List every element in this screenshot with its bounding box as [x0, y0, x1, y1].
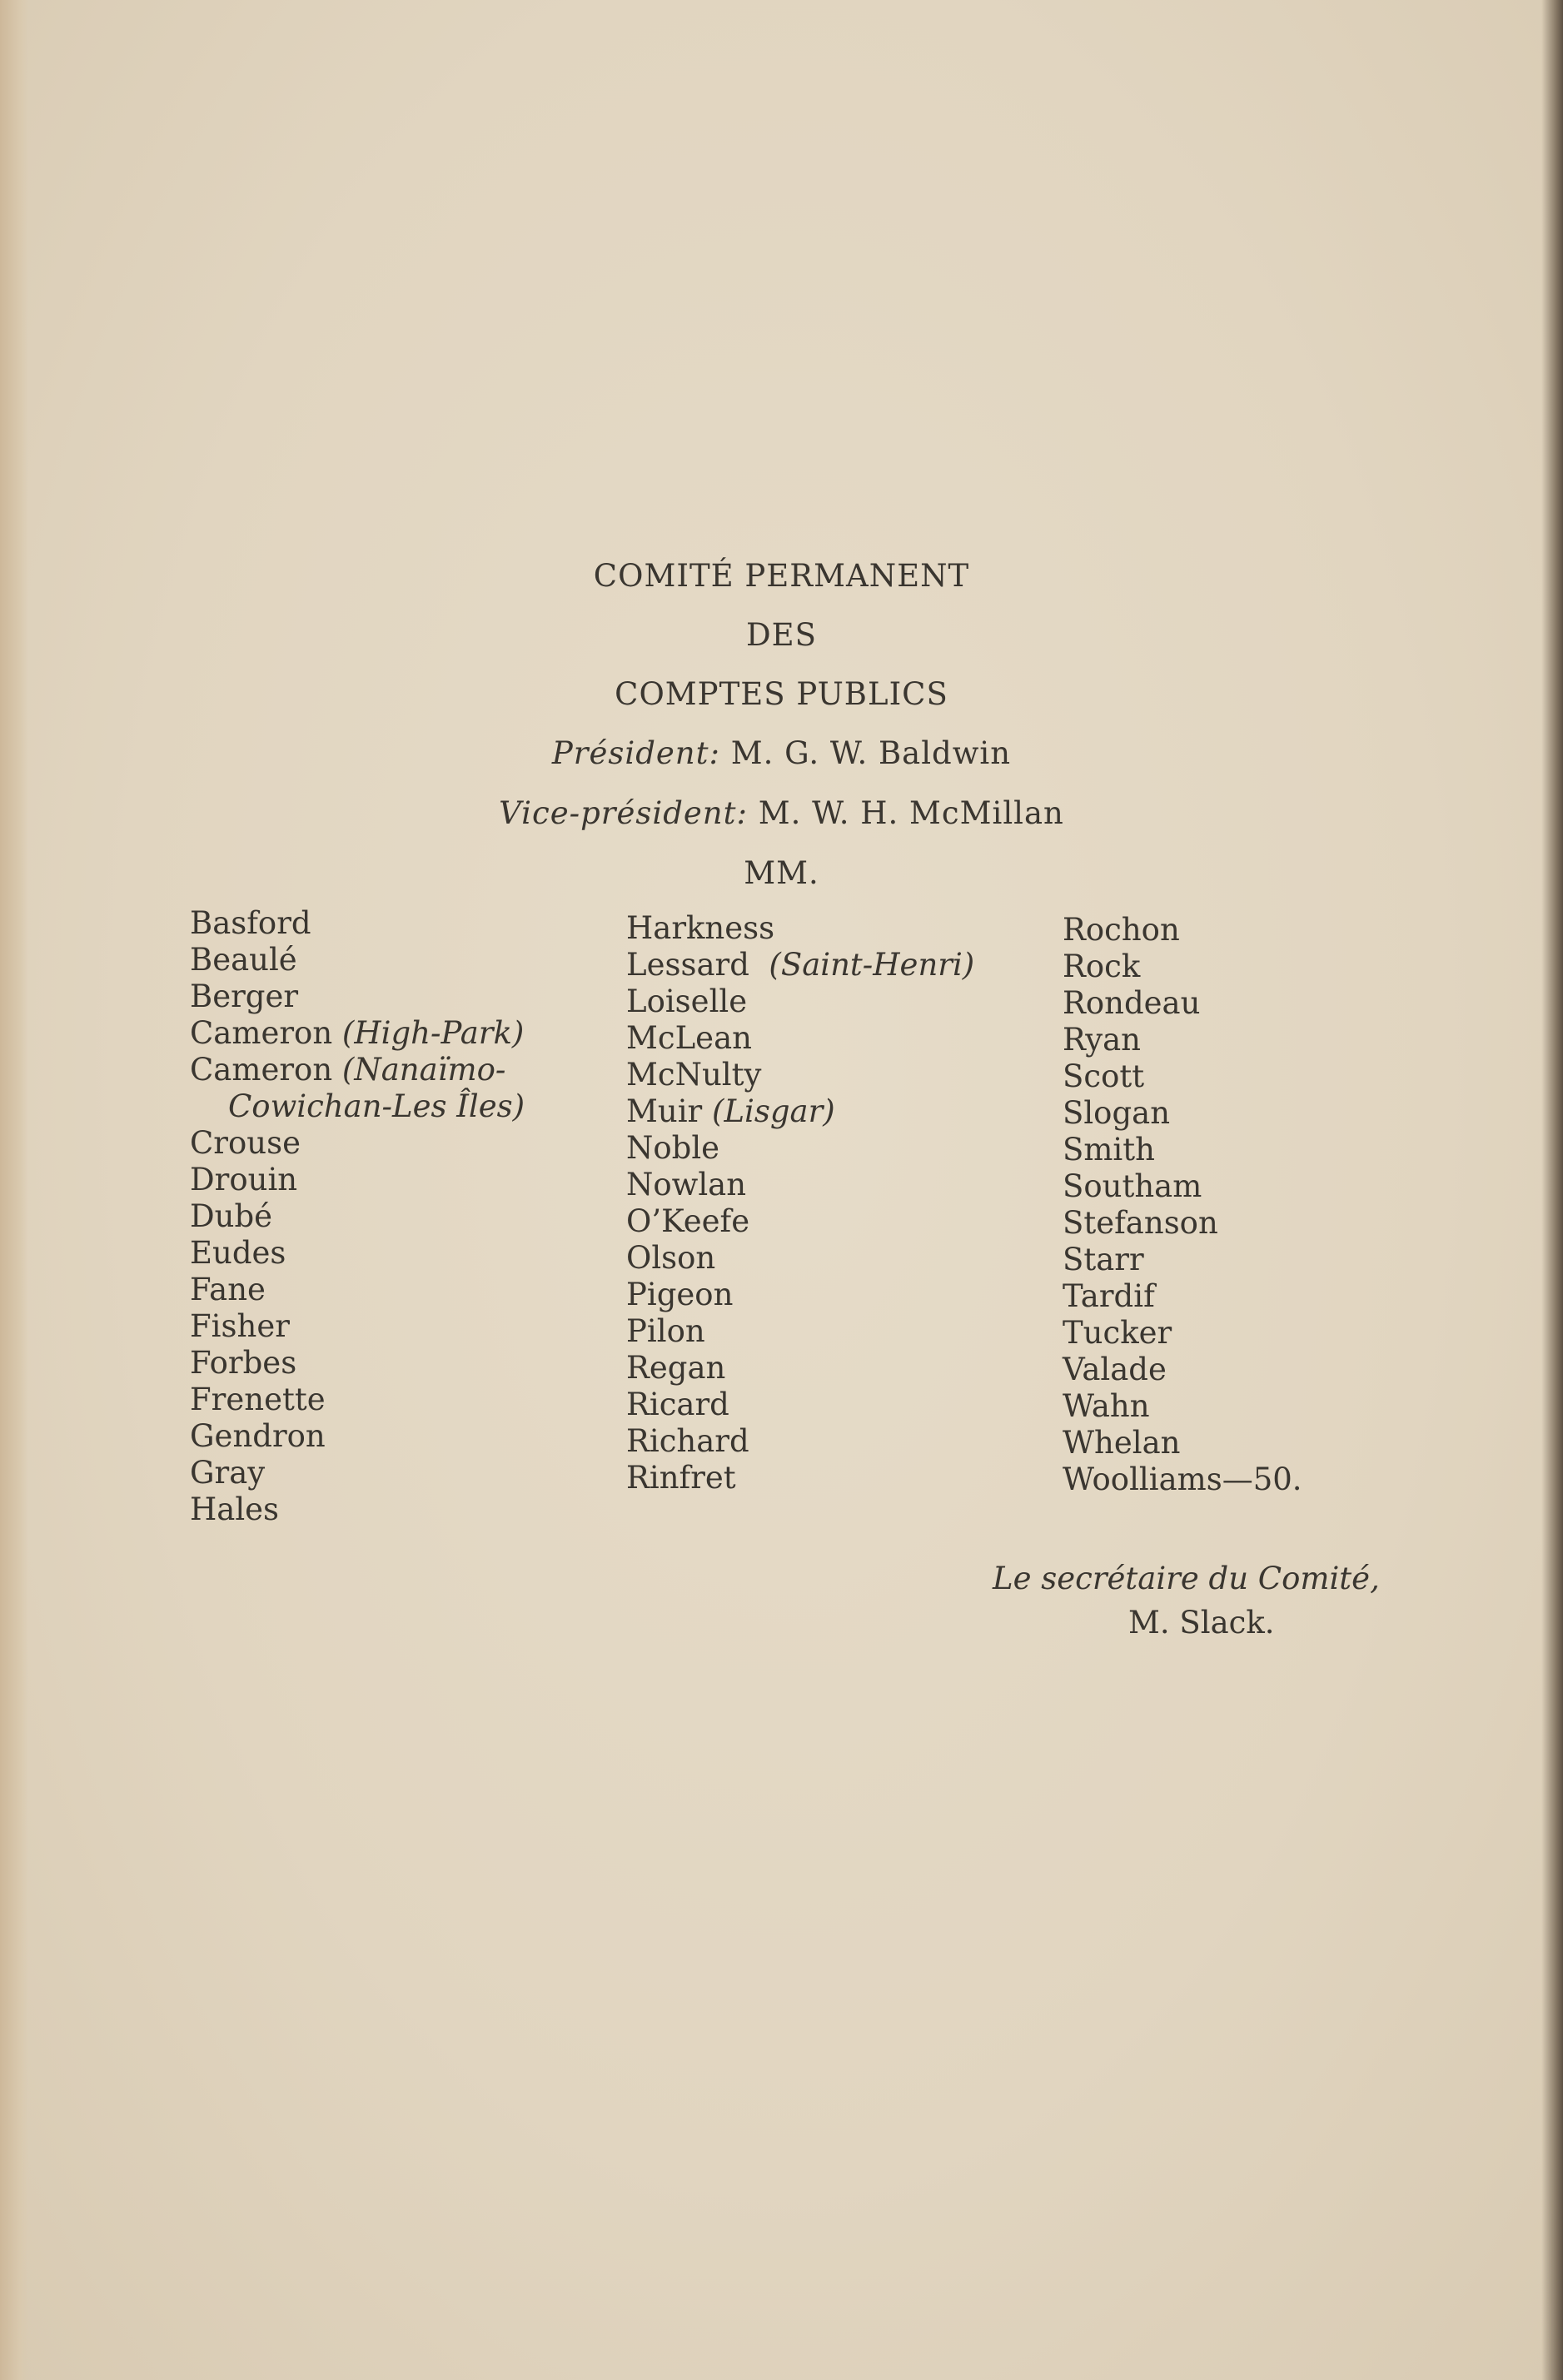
- list-item: [626, 947, 974, 983]
- list-item: Pigeon: [626, 1277, 734, 1312]
- members-column-1: [190, 905, 525, 1528]
- secretary-title: Le secrétaire du Comité,: [993, 1561, 1380, 1596]
- members-heading: MM.: [744, 855, 819, 891]
- list-item: [190, 1015, 525, 1052]
- list-item: Tardif: [1063, 1278, 1155, 1314]
- list-item: Richard: [626, 1423, 749, 1459]
- list-item: Harkness: [626, 910, 775, 946]
- vice-president-label: Vice-président:: [499, 795, 748, 831]
- list-item: Frenette: [190, 1382, 326, 1417]
- riding: (Nanaïmo-: [341, 1052, 506, 1088]
- member-name: Cameron: [190, 1052, 333, 1088]
- list-item: Rinfret: [626, 1460, 736, 1496]
- list-item: O’Keefe: [626, 1203, 750, 1239]
- list-item: Woolliams—50.: [1063, 1461, 1302, 1497]
- riding: (Lisgar): [712, 1093, 835, 1129]
- list-item: Slogan: [1063, 1095, 1171, 1131]
- list-item: Whelan: [1063, 1425, 1181, 1461]
- list-item: [190, 1052, 525, 1088]
- list-item: Pilon: [626, 1313, 705, 1349]
- list-item: Regan: [626, 1350, 726, 1386]
- list-item: Cowichan-Les Îles): [228, 1088, 525, 1124]
- list-item: Wahn: [1063, 1388, 1150, 1424]
- list-item: Rock: [1063, 949, 1141, 984]
- list-item: Nowlan: [626, 1167, 747, 1202]
- riding: (Saint-Henri): [769, 947, 975, 983]
- page-edge-right: [1541, 0, 1563, 2380]
- list-item: Stefanson: [1063, 1205, 1218, 1241]
- member-name: Muir: [626, 1093, 703, 1129]
- list-item: Dubé: [190, 1198, 273, 1234]
- vice-president-line: [0, 795, 1563, 831]
- list-item: Gray: [190, 1455, 266, 1491]
- list-item: Rondeau: [1063, 985, 1201, 1021]
- list-item: Basford: [190, 905, 311, 941]
- list-item: McNulty: [626, 1057, 762, 1093]
- list-item: Olson: [626, 1240, 716, 1276]
- list-item: Crouse: [190, 1125, 301, 1161]
- president-label: Président:: [551, 735, 720, 771]
- members-column-3: [1063, 912, 1302, 1498]
- list-item: Noble: [626, 1130, 720, 1166]
- list-item: Hales: [190, 1491, 280, 1527]
- heading-line-2: DES: [745, 617, 818, 653]
- list-item: Rochon: [1063, 912, 1180, 948]
- member-name: Lessard: [626, 947, 749, 983]
- list-item: Drouin: [190, 1162, 298, 1197]
- heading-line-1: COMITÉ PERMANENT: [593, 558, 970, 594]
- list-item: Gendron: [190, 1418, 326, 1454]
- heading-line-3: COMPTES PUBLICS: [615, 676, 948, 712]
- list-item: Ryan: [1063, 1022, 1141, 1058]
- list-item: Fane: [190, 1272, 266, 1307]
- list-item: Scott: [1063, 1058, 1145, 1094]
- members-column-2: [626, 910, 974, 1496]
- list-item: Beaulé: [190, 942, 297, 978]
- list-item: Smith: [1063, 1132, 1155, 1168]
- page-edge-left: [0, 0, 28, 2380]
- list-item: Southam: [1063, 1168, 1202, 1204]
- member-name: Cameron: [190, 1015, 333, 1051]
- president-line: [0, 735, 1563, 771]
- list-item: Tucker: [1063, 1315, 1172, 1351]
- list-item: [626, 1093, 974, 1130]
- list-item: Eudes: [190, 1235, 286, 1271]
- list-item: McLean: [626, 1020, 752, 1056]
- list-item: Forbes: [190, 1345, 297, 1381]
- vice-president-name: M. W. H. McMillan: [758, 795, 1064, 831]
- list-item: Berger: [190, 978, 299, 1014]
- riding: (High-Park): [341, 1015, 525, 1051]
- list-item: Starr: [1063, 1242, 1144, 1277]
- list-item: Fisher: [190, 1308, 290, 1344]
- list-item: Ricard: [626, 1387, 729, 1422]
- president-name: M. G. W. Baldwin: [730, 735, 1012, 771]
- list-item: Loiselle: [626, 983, 748, 1019]
- secretary-name: M. Slack.: [1128, 1605, 1275, 1641]
- list-item: Valade: [1063, 1352, 1167, 1387]
